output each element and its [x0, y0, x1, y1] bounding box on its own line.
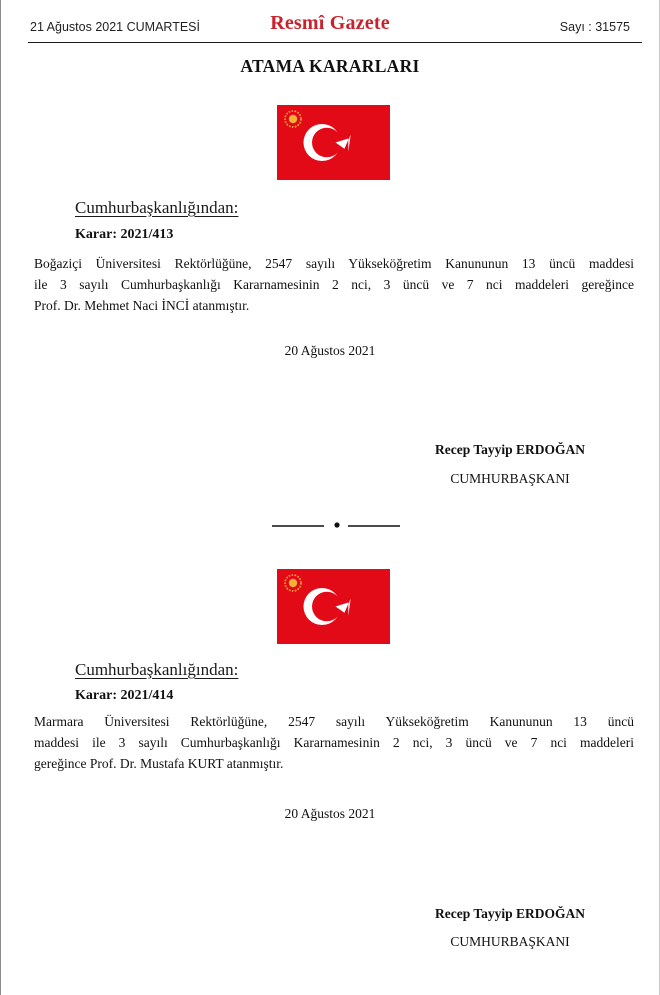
decision-separator: [0, 512, 660, 536]
authority-heading: Cumhurbaşkanlığından:: [75, 198, 239, 217]
separator-dot: [334, 522, 339, 527]
decision-body-line: ile 3 sayılı Cumhurbaşkanlığı Kararnamesinin 2 nci, 3 üncü ve 7 nci maddeleri gereğince: [34, 277, 634, 292]
signer-name: Recep Tayyip ERDOĞAN: [434, 906, 586, 921]
decision-date: 20 Ağustos 2021: [284, 806, 376, 821]
decision-body: [34, 253, 634, 316]
decision-body: [34, 711, 634, 774]
header-date: 21 Ağustos 2021 CUMARTESİ: [30, 20, 200, 34]
decision-number: Karar: 2021/414: [75, 688, 174, 703]
issue-number: Sayı : 31575: [559, 20, 630, 34]
signer-title: CUMHURBAŞKANI: [450, 934, 570, 949]
gazette-title: Resmî Gazete: [270, 12, 390, 34]
authority-heading: Cumhurbaşkanlığından:: [75, 660, 239, 679]
decision-number: Karar: 2021/413: [75, 227, 174, 242]
section-title: ATAMA KARARLARI: [240, 56, 420, 76]
turkish-flag-icon: [277, 105, 390, 180]
turkish-flag-icon: [277, 569, 390, 644]
decision-date: 20 Ağustos 2021: [284, 343, 376, 358]
signer-title: CUMHURBAŞKANI: [450, 471, 570, 486]
decision-body-line: Boğaziçi Üniversitesi Rektörlüğüne, 2547 sayılı Yükseköğretim Kanununun 13 üncü maddesi: [34, 256, 634, 271]
decision-body-line: Prof. Dr. Mehmet Naci İNCİ atanmıştır.: [34, 298, 250, 313]
decision-body-line: maddesi ile 3 sayılı Cumhurbaşkanlığı Kararnamesinin 2 nci, 3 üncü ve 7 nci maddeleri: [34, 735, 634, 750]
page-left-border: [0, 0, 1, 995]
decision-body-line: Marmara Üniversitesi Rektörlüğüne, 2547 sayılı Yükseköğretim Kanununun 13 üncü: [34, 714, 634, 729]
decision-body-line: gereğince Prof. Dr. Mustafa KURT atanmıştır.: [34, 756, 284, 771]
signer-name: Recep Tayyip ERDOĞAN: [434, 442, 586, 457]
header-divider: [28, 42, 642, 43]
